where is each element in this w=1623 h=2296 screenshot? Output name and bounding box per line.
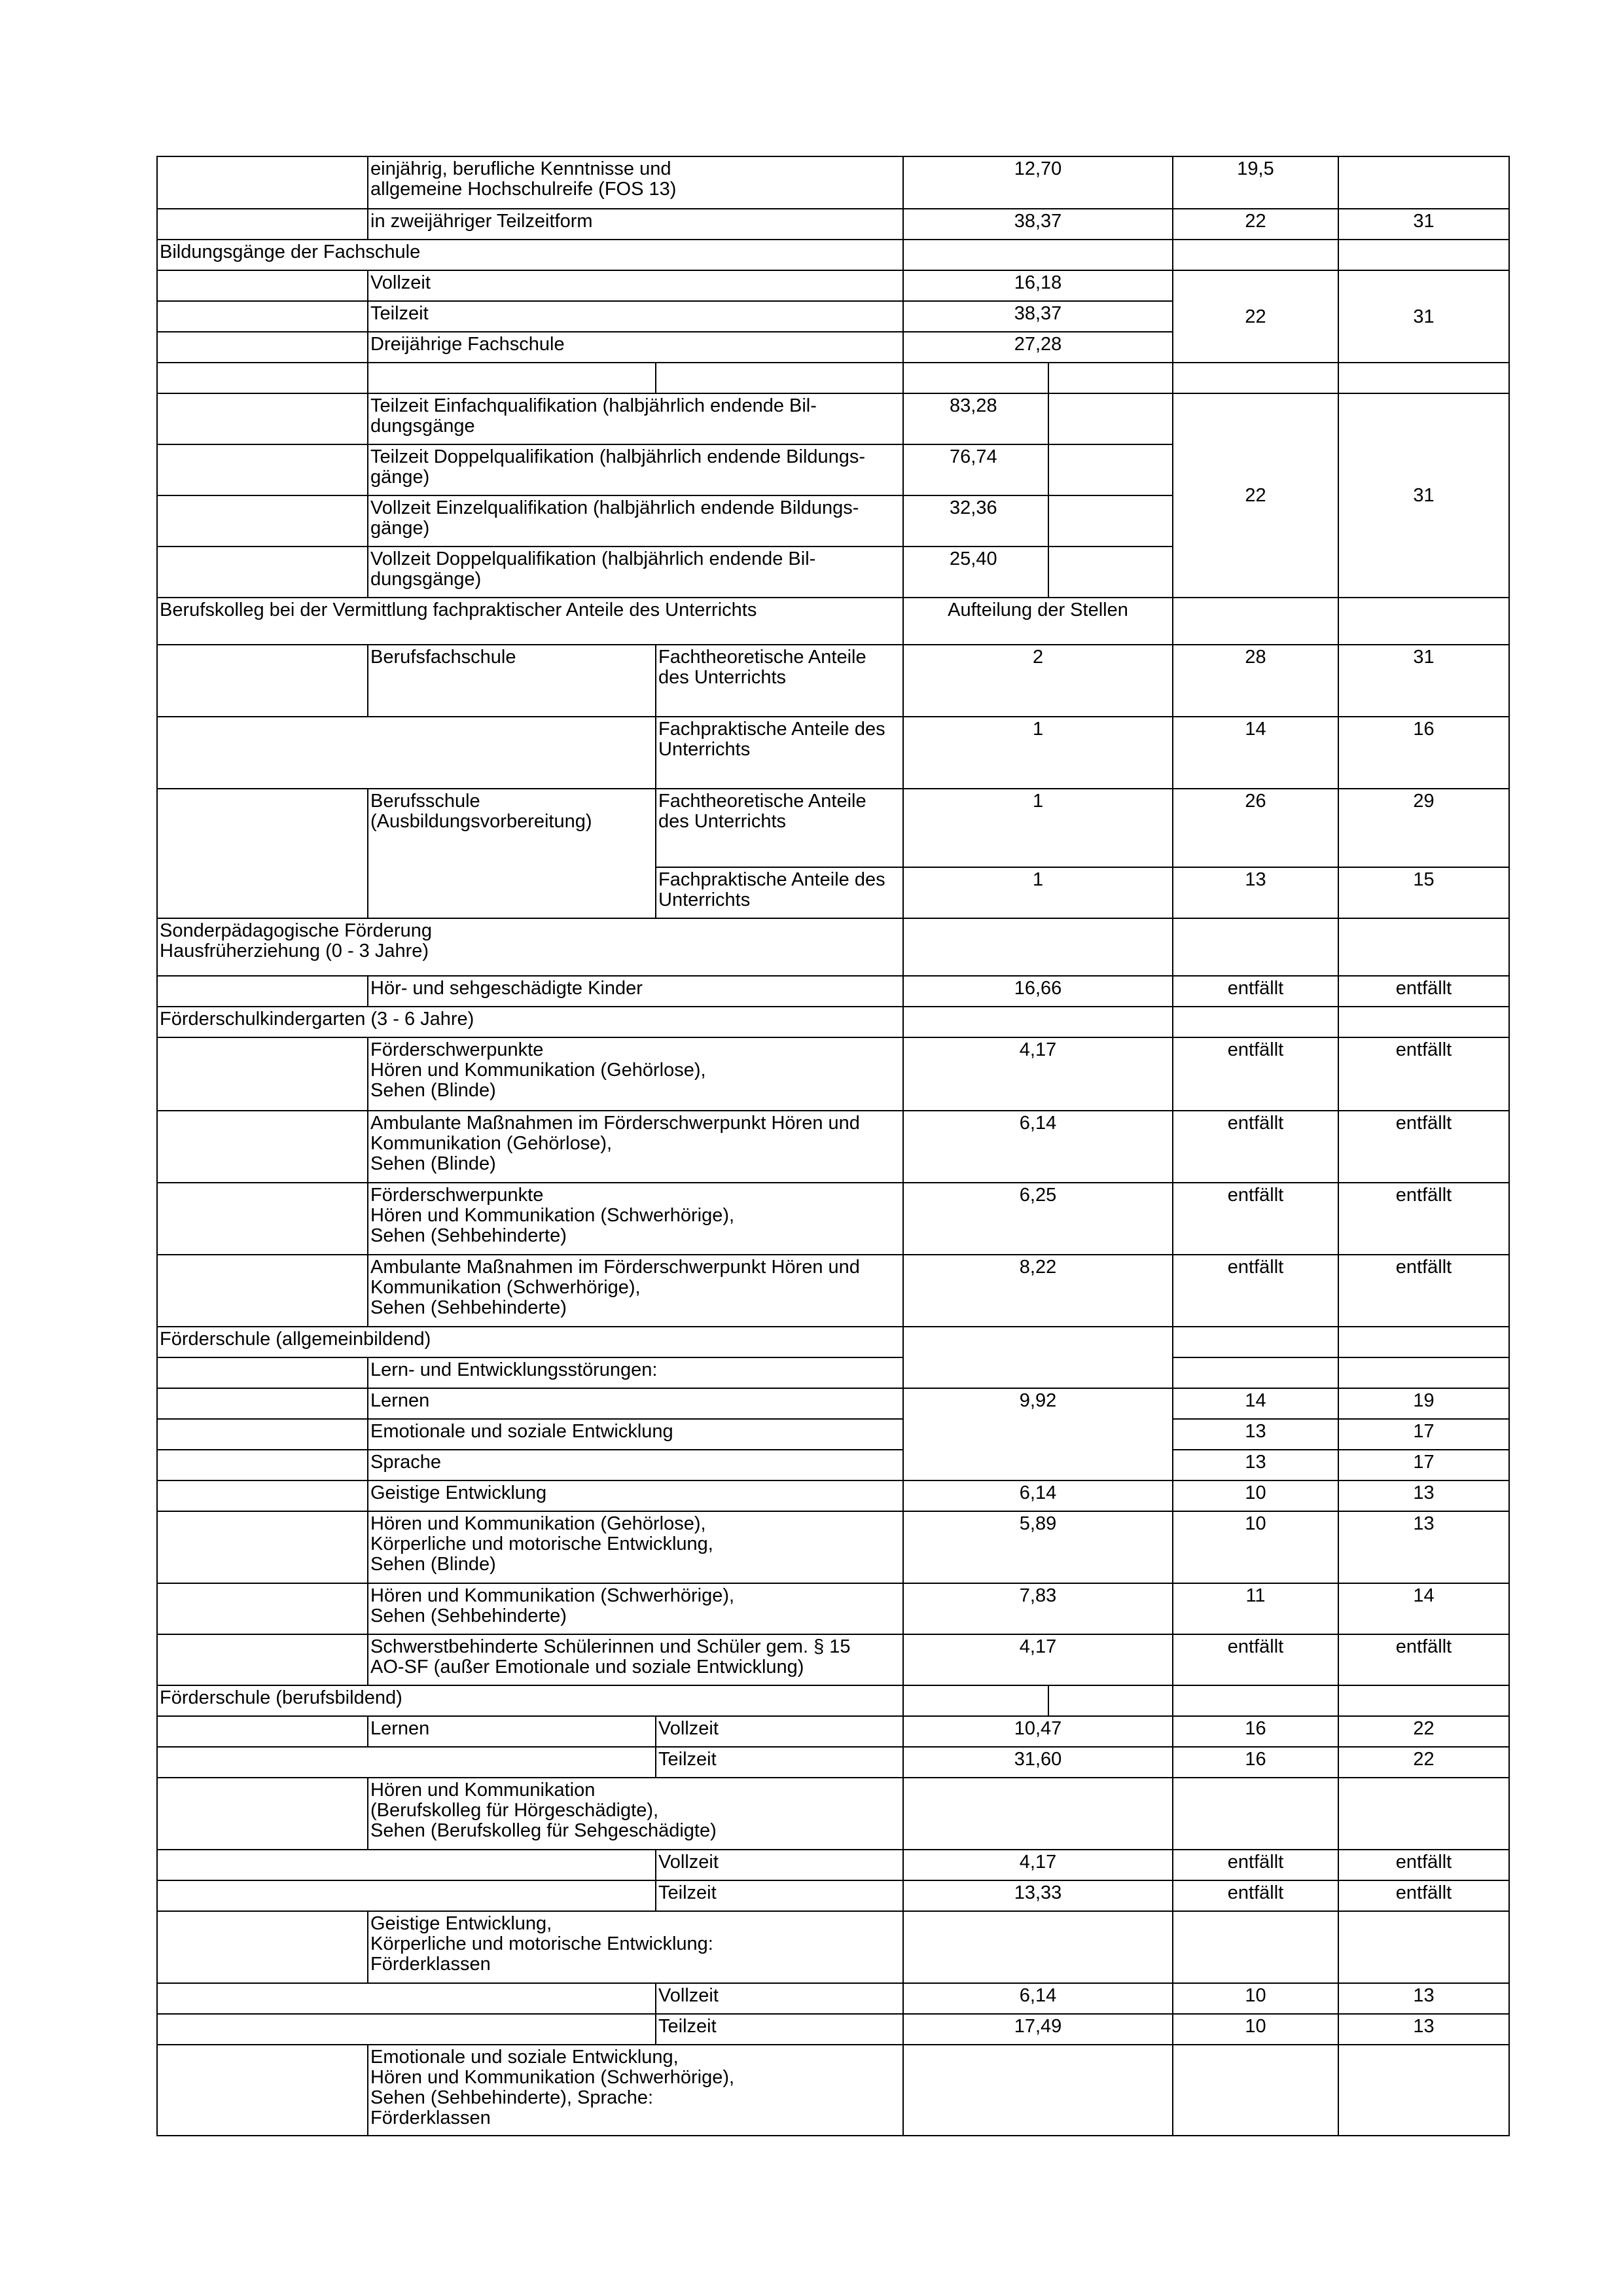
table-cell: entfällt xyxy=(1173,1255,1338,1327)
table-cell xyxy=(1338,156,1509,209)
table-cell xyxy=(157,2014,656,2045)
table-cell xyxy=(1338,598,1509,645)
table-cell xyxy=(903,1911,1173,1983)
table-row xyxy=(157,1183,1509,1255)
table-cell xyxy=(1048,495,1173,547)
table-cell: 32,36 xyxy=(903,495,1048,547)
table-cell: 25,40 xyxy=(903,547,1048,598)
table-cell: entfällt xyxy=(1173,976,1338,1007)
table-cell: 38,37 xyxy=(903,301,1173,332)
table-cell: Vollzeit Doppelqualifikation (halbjährlich endende Bil- dungsgänge) xyxy=(368,547,903,598)
table-cell: entfällt xyxy=(1173,1111,1338,1183)
table-cell: entfällt xyxy=(1338,976,1509,1007)
table-cell xyxy=(157,1850,656,1880)
table-cell xyxy=(1338,1911,1509,1983)
table-cell: entfällt xyxy=(1338,1183,1509,1255)
table-cell xyxy=(1338,240,1509,270)
table-cell: Teilzeit xyxy=(656,1880,903,1911)
table-cell: Emotionale und soziale Entwicklung xyxy=(368,1419,903,1450)
table-cell xyxy=(903,363,1048,393)
table-cell xyxy=(903,1778,1173,1850)
table-cell xyxy=(157,1388,368,1419)
table-cell xyxy=(157,1480,368,1511)
table-cell xyxy=(1173,2045,1338,2136)
table-row xyxy=(157,1357,1509,1388)
table-cell xyxy=(157,1450,368,1480)
table-cell: Aufteilung der Stellen xyxy=(903,598,1173,645)
table-cell: Lernen xyxy=(368,1388,903,1419)
table-cell: Schwerstbehinderte Schülerinnen und Schüler gem. § 15 AO-SF (außer Emotionale und soziale Entwicklung) xyxy=(368,1634,903,1685)
table-cell xyxy=(1048,393,1173,444)
table-row xyxy=(157,1255,1509,1327)
table-cell xyxy=(1173,1685,1338,1716)
table-row xyxy=(157,209,1509,240)
table-row xyxy=(157,393,1509,444)
table-cell xyxy=(157,363,368,393)
table-cell: entfällt xyxy=(1338,1850,1509,1880)
table-cell: 10 xyxy=(1173,1983,1338,2014)
table-cell: 1 xyxy=(903,717,1173,789)
table-cell: 14 xyxy=(1173,717,1338,789)
table-row xyxy=(157,1511,1509,1583)
table-cell: Emotionale und soziale Entwicklung, Hören und Kommunikation (Schwerhörige), Sehen (Sehbehinderte), Sprache: Förderklassen xyxy=(368,2045,903,2136)
table-cell: Teilzeit xyxy=(368,301,903,332)
table-cell xyxy=(157,789,368,918)
table-cell: 38,37 xyxy=(903,209,1173,240)
table-cell: Berufsschule (Ausbildungsvorbereitung) xyxy=(368,789,656,918)
table-cell: entfällt xyxy=(1173,1880,1338,1911)
table-cell xyxy=(1173,918,1338,976)
table-cell: Berufsfachschule xyxy=(368,645,656,717)
table-cell: 19 xyxy=(1338,1388,1509,1419)
table-cell: Hören und Kommunikation (Schwerhörige), Sehen (Sehbehinderte) xyxy=(368,1583,903,1634)
table-cell xyxy=(1048,363,1173,393)
table-cell: 14 xyxy=(1173,1388,1338,1419)
table-cell: 29 xyxy=(1338,789,1509,867)
table-cell: 4,17 xyxy=(903,1634,1173,1685)
table-cell xyxy=(1173,240,1338,270)
table-row xyxy=(157,1778,1509,1850)
table-cell xyxy=(157,2045,368,2136)
table-cell: 2 xyxy=(903,645,1173,717)
table-cell: 10,47 xyxy=(903,1716,1173,1747)
table-cell xyxy=(1338,1357,1509,1388)
table-row xyxy=(157,1007,1509,1037)
table-cell xyxy=(157,1183,368,1255)
table-cell: Ambulante Maßnahmen im Förderschwerpunkt Hören und Kommunikation (Schwerhörige), Sehen (Sehbehinderte) xyxy=(368,1255,903,1327)
table-cell xyxy=(1338,1778,1509,1850)
table-cell: 5,89 xyxy=(903,1511,1173,1583)
table-cell xyxy=(1338,1007,1509,1037)
table-cell: Geistige Entwicklung xyxy=(368,1480,903,1511)
table-cell: 15 xyxy=(1338,867,1509,918)
table-cell: 7,83 xyxy=(903,1583,1173,1634)
table-cell xyxy=(1173,363,1338,393)
table-cell: Lernen xyxy=(368,1716,656,1747)
table-cell: einjährig, berufliche Kenntnisse und allgemeine Hochschulreife (FOS 13) xyxy=(368,156,903,209)
table-row xyxy=(157,976,1509,1007)
table-cell: Förderschule (allgemeinbildend) xyxy=(157,1327,903,1357)
table-cell: Fachtheoretische Anteile des Unterrichts xyxy=(656,645,903,717)
table-cell: 12,70 xyxy=(903,156,1173,209)
table-row xyxy=(157,1111,1509,1183)
table-row xyxy=(157,1480,1509,1511)
table-cell: Geistige Entwicklung, Körperliche und motorische Entwicklung: Förderklassen xyxy=(368,1911,903,1983)
table-cell: 13 xyxy=(1173,1450,1338,1480)
table-cell: Förderschulkindergarten (3 - 6 Jahre) xyxy=(157,1007,903,1037)
table-cell xyxy=(157,976,368,1007)
table-cell: Ambulante Maßnahmen im Förderschwerpunkt Hören und Kommunikation (Gehörlose), Sehen (Blinde) xyxy=(368,1111,903,1183)
table-cell xyxy=(157,717,656,789)
table-cell: 17 xyxy=(1338,1450,1509,1480)
table-cell xyxy=(157,1747,656,1778)
table-cell xyxy=(157,1255,368,1327)
table-row xyxy=(157,1685,1509,1716)
table-cell xyxy=(157,1511,368,1583)
table-cell: Dreijährige Fachschule xyxy=(368,332,903,363)
table-row xyxy=(157,1634,1509,1685)
table-cell xyxy=(157,1037,368,1111)
table-cell xyxy=(157,156,368,209)
table-cell xyxy=(157,1983,656,2014)
table-cell xyxy=(1338,2045,1509,2136)
table-cell: Sprache xyxy=(368,1450,903,1480)
table-cell xyxy=(903,1007,1173,1037)
table-cell xyxy=(903,1685,1048,1716)
table-row xyxy=(157,717,1509,789)
table-cell: 13 xyxy=(1338,1480,1509,1511)
table-cell: 4,17 xyxy=(903,1037,1173,1111)
table-row xyxy=(157,1983,1509,2014)
table-cell: 8,22 xyxy=(903,1255,1173,1327)
table-cell xyxy=(1338,1685,1509,1716)
table-cell: Sonderpädagogische Förderung Hausfrüherziehung (0 - 3 Jahre) xyxy=(157,918,903,976)
table-cell: 13 xyxy=(1338,2014,1509,2045)
table-cell xyxy=(903,2045,1173,2136)
table-cell: Förderschwerpunkte Hören und Kommunikation (Gehörlose), Sehen (Blinde) xyxy=(368,1037,903,1111)
table-cell xyxy=(903,918,1173,976)
table-cell: 22 xyxy=(1338,1747,1509,1778)
allocation-table xyxy=(156,156,1510,2136)
table-cell: Vollzeit xyxy=(656,1983,903,2014)
table-cell xyxy=(157,1583,368,1634)
table-cell: 13 xyxy=(1338,1983,1509,2014)
table-cell: 11 xyxy=(1173,1583,1338,1634)
table-cell: Lern- und Entwicklungsstörungen: xyxy=(368,1357,903,1388)
table-cell: 83,28 xyxy=(903,393,1048,444)
table-cell: Teilzeit Doppelqualifikation (halbjährlich endende Bildungs- gänge) xyxy=(368,444,903,495)
table-row xyxy=(157,1037,1509,1111)
table-cell: 16 xyxy=(1338,717,1509,789)
table-cell: Fachpraktische Anteile des Unterrichts xyxy=(656,867,903,918)
table-cell xyxy=(157,547,368,598)
table-cell: 22 xyxy=(1338,1716,1509,1747)
table-cell: 9,92 xyxy=(903,1388,1173,1480)
table-cell: entfällt xyxy=(1173,1850,1338,1880)
table-cell: 17 xyxy=(1338,1419,1509,1450)
table-cell xyxy=(157,1111,368,1183)
table-cell: Hören und Kommunikation (Gehörlose), Körperliche und motorische Entwicklung, Sehen (Blinde) xyxy=(368,1511,903,1583)
table-cell: entfällt xyxy=(1338,1037,1509,1111)
table-cell xyxy=(157,1634,368,1685)
table-cell: entfällt xyxy=(1338,1255,1509,1327)
table-cell xyxy=(157,1419,368,1450)
table-row xyxy=(157,789,1509,867)
table-cell: 31 xyxy=(1338,270,1509,363)
table-cell: 31,60 xyxy=(903,1747,1173,1778)
table-cell: 22 xyxy=(1173,393,1338,598)
table-cell: Förderschwerpunkte Hören und Kommunikation (Schwerhörige), Sehen (Sehbehinderte) xyxy=(368,1183,903,1255)
table-cell xyxy=(1048,547,1173,598)
table-row xyxy=(157,1450,1509,1480)
table-cell xyxy=(903,1327,1173,1388)
table-cell: 26 xyxy=(1173,789,1338,867)
table-row xyxy=(157,1880,1509,1911)
table-cell: 16 xyxy=(1173,1747,1338,1778)
table-cell: 4,17 xyxy=(903,1850,1173,1880)
table-cell xyxy=(1173,1357,1338,1388)
table-cell xyxy=(157,270,368,301)
table-cell: 10 xyxy=(1173,2014,1338,2045)
table-cell: 31 xyxy=(1338,209,1509,240)
table-cell: 27,28 xyxy=(903,332,1173,363)
table-cell xyxy=(1338,1327,1509,1357)
table-cell: 14 xyxy=(1338,1583,1509,1634)
table-cell: 76,74 xyxy=(903,444,1048,495)
table-cell: entfällt xyxy=(1173,1183,1338,1255)
table-row xyxy=(157,1716,1509,1747)
table-row xyxy=(157,2014,1509,2045)
table-cell: Fachtheoretische Anteile des Unterrichts xyxy=(656,789,903,867)
table-cell: in zweijähriger Teilzeitform xyxy=(368,209,903,240)
table-row xyxy=(157,363,1509,393)
table-cell: Teilzeit Einfachqualifikation (halbjährlich endende Bil- dungsgänge xyxy=(368,393,903,444)
table-cell: Vollzeit Einzelqualifikation (halbjährlich endende Bildungs- gänge) xyxy=(368,495,903,547)
table-cell: 22 xyxy=(1173,270,1338,363)
table-cell: entfällt xyxy=(1173,1037,1338,1111)
table-row xyxy=(157,1747,1509,1778)
table-row xyxy=(157,1327,1509,1357)
table-cell: 13 xyxy=(1173,867,1338,918)
table-cell: 31 xyxy=(1338,645,1509,717)
table-cell: 13,33 xyxy=(903,1880,1173,1911)
table-cell: entfällt xyxy=(1173,1634,1338,1685)
table-cell: 10 xyxy=(1173,1480,1338,1511)
table-cell xyxy=(368,363,656,393)
table-row xyxy=(157,156,1509,209)
table-row xyxy=(157,598,1509,645)
table-row xyxy=(157,240,1509,270)
table-cell xyxy=(1173,598,1338,645)
table-cell xyxy=(1048,444,1173,495)
table-cell: 19,5 xyxy=(1173,156,1338,209)
table-cell: 13 xyxy=(1338,1511,1509,1583)
table-cell xyxy=(656,363,903,393)
table-row xyxy=(157,918,1509,976)
table-cell: entfällt xyxy=(1338,1111,1509,1183)
table-cell xyxy=(157,1778,368,1850)
table-cell: 28 xyxy=(1173,645,1338,717)
table-row xyxy=(157,645,1509,717)
table-cell xyxy=(1173,1007,1338,1037)
table-cell xyxy=(1173,1327,1338,1357)
table-row xyxy=(157,1911,1509,1983)
table-cell xyxy=(157,393,368,444)
table-cell: Teilzeit xyxy=(656,2014,903,2045)
table-cell xyxy=(157,645,368,717)
table-row xyxy=(157,270,1509,301)
table-cell: Hör- und sehgeschädigte Kinder xyxy=(368,976,903,1007)
table-cell xyxy=(157,444,368,495)
table-cell: 6,14 xyxy=(903,1480,1173,1511)
table-cell: 6,14 xyxy=(903,1983,1173,2014)
table-cell xyxy=(157,1880,656,1911)
table-cell: entfällt xyxy=(1338,1634,1509,1685)
table-cell: 10 xyxy=(1173,1511,1338,1583)
table-cell xyxy=(1338,918,1509,976)
table-cell: 31 xyxy=(1338,393,1509,598)
table-cell: Hören und Kommunikation (Berufskolleg für Hörgeschädigte), Sehen (Berufskolleg für Sehgeschädigte) xyxy=(368,1778,903,1850)
table-cell: 13 xyxy=(1173,1419,1338,1450)
table-cell: 6,25 xyxy=(903,1183,1173,1255)
table-row xyxy=(157,2045,1509,2136)
table-cell: Berufskolleg bei der Vermittlung fachpraktischer Anteile des Unterrichts xyxy=(157,598,903,645)
table-cell: 17,49 xyxy=(903,2014,1173,2045)
table-cell xyxy=(1173,1778,1338,1850)
table-cell xyxy=(1048,1685,1173,1716)
table-cell xyxy=(157,332,368,363)
table-cell: 6,14 xyxy=(903,1111,1173,1183)
table-cell: Bildungsgänge der Fachschule xyxy=(157,240,903,270)
table-row xyxy=(157,1850,1509,1880)
table-cell: Vollzeit xyxy=(656,1850,903,1880)
table-cell: 22 xyxy=(1173,209,1338,240)
table-cell xyxy=(1173,1911,1338,1983)
table-cell xyxy=(1338,363,1509,393)
table-cell xyxy=(157,301,368,332)
table-cell xyxy=(157,1911,368,1983)
table-cell: Fachpraktische Anteile des Unterrichts xyxy=(656,717,903,789)
table-cell xyxy=(903,240,1173,270)
table-cell xyxy=(157,495,368,547)
table-cell: 16 xyxy=(1173,1716,1338,1747)
table-cell: Vollzeit xyxy=(368,270,903,301)
table-cell: 16,66 xyxy=(903,976,1173,1007)
table-cell: Teilzeit xyxy=(656,1747,903,1778)
table-cell xyxy=(157,209,368,240)
table-cell: Förderschule (berufsbildend) xyxy=(157,1685,903,1716)
table-cell: 1 xyxy=(903,789,1173,867)
table-cell xyxy=(157,1357,368,1388)
table-cell xyxy=(157,1716,368,1747)
table-cell: 16,18 xyxy=(903,270,1173,301)
table-cell: Vollzeit xyxy=(656,1716,903,1747)
table-cell: entfällt xyxy=(1338,1880,1509,1911)
table-row xyxy=(157,1419,1509,1450)
table-row xyxy=(157,1583,1509,1634)
table-row xyxy=(157,1388,1509,1419)
table-cell: 1 xyxy=(903,867,1173,918)
